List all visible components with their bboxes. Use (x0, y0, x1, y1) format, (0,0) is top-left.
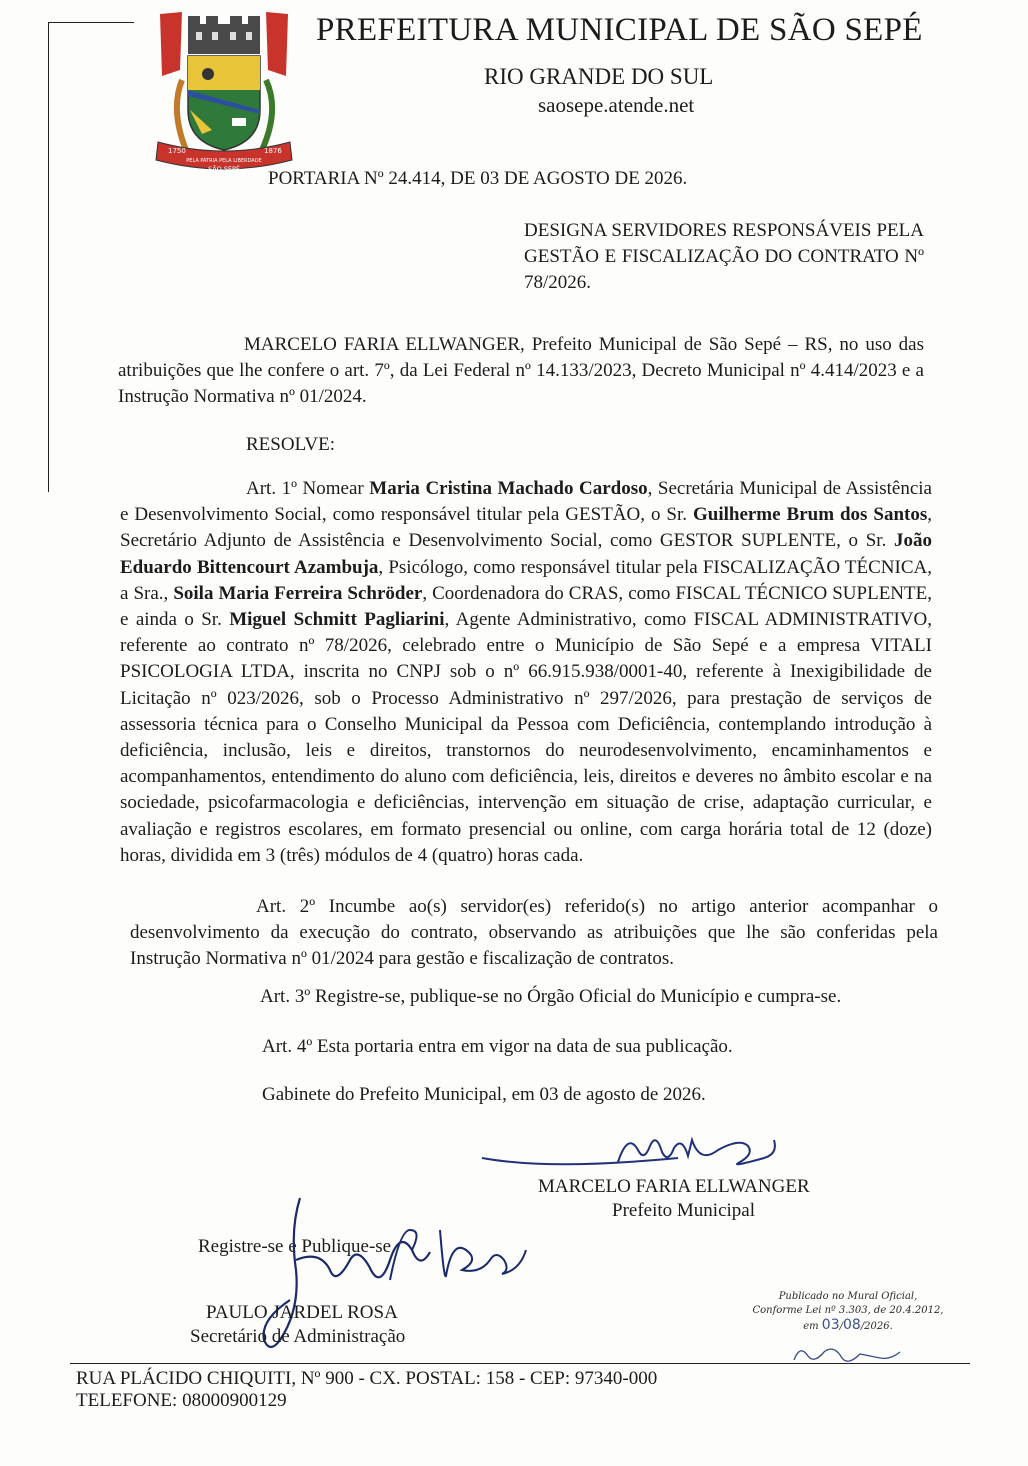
mayor-name: MARCELO FARIA ELLWANGER (538, 1176, 810, 1197)
crest-motto: PELA PÁTRIA PELA LIBERDADE (186, 158, 262, 164)
secretary-role: Secretário de Administração (190, 1326, 406, 1347)
art1-text-3: , Secretário Adjunto de Assistência e Desenvolvimento Social, como GESTOR SUPLENTE, o Sr. (120, 504, 932, 552)
art1-text-4: , Psicólogo, como responsável titular pela FISCALIZAÇÃO TÉCNICA, a Sra., (120, 556, 932, 604)
crest-year-left: 1750 (168, 147, 186, 155)
footer-address: RUA PLÁCIDO CHIQUITI, Nº 900 - CX. POSTAL: 158 - CEP: 97340-000 (76, 1368, 658, 1389)
preamble-paragraph (118, 332, 924, 410)
register-publish-text: Registre-se e Publique-se. (198, 1236, 396, 1257)
document-summary: DESIGNA SERVIDORES RESPONSÁVEIS PELA GESTÃO E FISCALIZAÇÃO DO CONTRATO Nº 78/2026. (524, 220, 924, 293)
article-1 (120, 476, 932, 869)
stamp-day: 03 (821, 1317, 840, 1333)
stamp-line-1: Publicado no Mural Oficial, (778, 1291, 918, 1302)
mayor-role: Prefeito Municipal (612, 1200, 755, 1221)
art1-text-1: Art. 1º Nomear (246, 478, 370, 499)
stamp-line-2: Conforme Lei nº 3.303, de 20.4.2012, (752, 1305, 944, 1316)
stamp-month: 08 (842, 1317, 861, 1333)
art2-text: Art. 2º Incumbe ao(s) servidor(es) referido(s) no artigo anterior acompanhar o desenvolvimento da execução do contrato, observando as atribuições que lhe são conferidas pela Instrução Normativa nº 01/2024 para gestão e fiscalização de contratos. (130, 896, 938, 969)
article-3: Art. 3º Registre-se, publique-se no Órgão Oficial do Município e cumpra-se. (260, 986, 842, 1007)
art1-name-fiscal-administrativo: Miguel Schmitt Pagliarini (229, 609, 445, 631)
document-heading: PORTARIA Nº 24.414, DE 03 DE AGOSTO DE 2026. (268, 168, 688, 189)
footer-phone: TELEFONE: 08000900129 (76, 1390, 287, 1411)
state-name: RIO GRANDE DO SUL (484, 64, 714, 89)
stamp-prefix: em (803, 1321, 822, 1332)
art1-text-2: , Secretária Municipal de Assistência e Desenvolvimento Social, como responsável titular pela GESTÃO, o Sr. (120, 478, 932, 526)
art1-name-gestor: Maria Cristina Machado Cardoso (369, 478, 648, 499)
footer-divider (70, 1363, 970, 1364)
preamble-text: MARCELO FARIA ELLWANGER, Prefeito Municipal de São Sepé – RS, no uso das atribuições que lhe confere o art. 7º, da Lei Federal nº 14.133/2023, Decreto Municipal nº 4.414/2023 e a Instrução Normativa nº 01/2024. (118, 334, 924, 407)
crest-year-right: 1876 (264, 147, 282, 155)
article-2 (130, 894, 938, 972)
art1-name-gestor-suplente: Guilherme Brum dos Santos (692, 504, 928, 526)
secretary-name: PAULO JARDEL ROSA (206, 1302, 398, 1323)
publication-stamp: Publicado no Mural Oficial, Conforme Lei nº 3.303, de 20.4.2012, em 03/08/2026. (748, 1290, 948, 1334)
art1-name-fiscal-tecnico: João Eduardo Bittencourt Azambuja (120, 530, 932, 578)
art1-text-5: , Coordenadora do CRAS, como FISCAL TÉCNICO SUPLENTE, e ainda o Sr. (120, 582, 932, 631)
website: saosepe.atende.net (538, 93, 695, 117)
closing-line: Gabinete do Prefeito Municipal, em 03 de agosto de 2026. (262, 1084, 706, 1105)
municipal-crest-icon (152, 10, 296, 180)
art1-name-fiscal-suplente: Soila Maria Ferreira Schröder (173, 582, 423, 604)
frame-top-line (48, 22, 134, 23)
crest-name: SÃO SEPÉ (207, 165, 241, 173)
frame-left-line (48, 22, 49, 492)
stamp-year: /2026. (860, 1321, 893, 1332)
institution-title: PREFEITURA MUNICIPAL DE SÃO SEPÉ (316, 12, 923, 48)
art1-text-6: , Agente Administrativo, como FISCAL ADMINISTRATIVO, referente ao contrato nº 78/2026, celebrado entre o Município de São Sepé e a empresa VITALI PSICOLOGIA LTDA, inscrita no CNPJ sob o nº 66.915.938/0001-40, referente à Inexigibilidade de Licitação nº 023/2026, sob o Processo Administrativo nº 297/2026, para prestação de serviços de assessoria técnica para o Conselho Municipal da Pessoa com Deficiência, contemplando introdução à deficiência, inclusão, leis e direitos, transtornos do neurodesenvolvimento, encaminhamentos e acompanhamentos, entendimento do aluno com deficiência, leis, direitos e deveres no âmbito escolar e na sociedade, psicofarmacologia e deficiências, intervenção em situação de crise, adaptação curricular, e avaliação e registros escolares, em formato presencial ou online, com carga horária total de 12 (doze) horas, dividida em 3 (três) módulos de 4 (quatro) horas cada. (120, 609, 932, 866)
article-4: Art. 4º Esta portaria entra em vigor na data de sua publicação. (262, 1036, 733, 1057)
resolve-heading: RESOLVE: (246, 434, 336, 455)
